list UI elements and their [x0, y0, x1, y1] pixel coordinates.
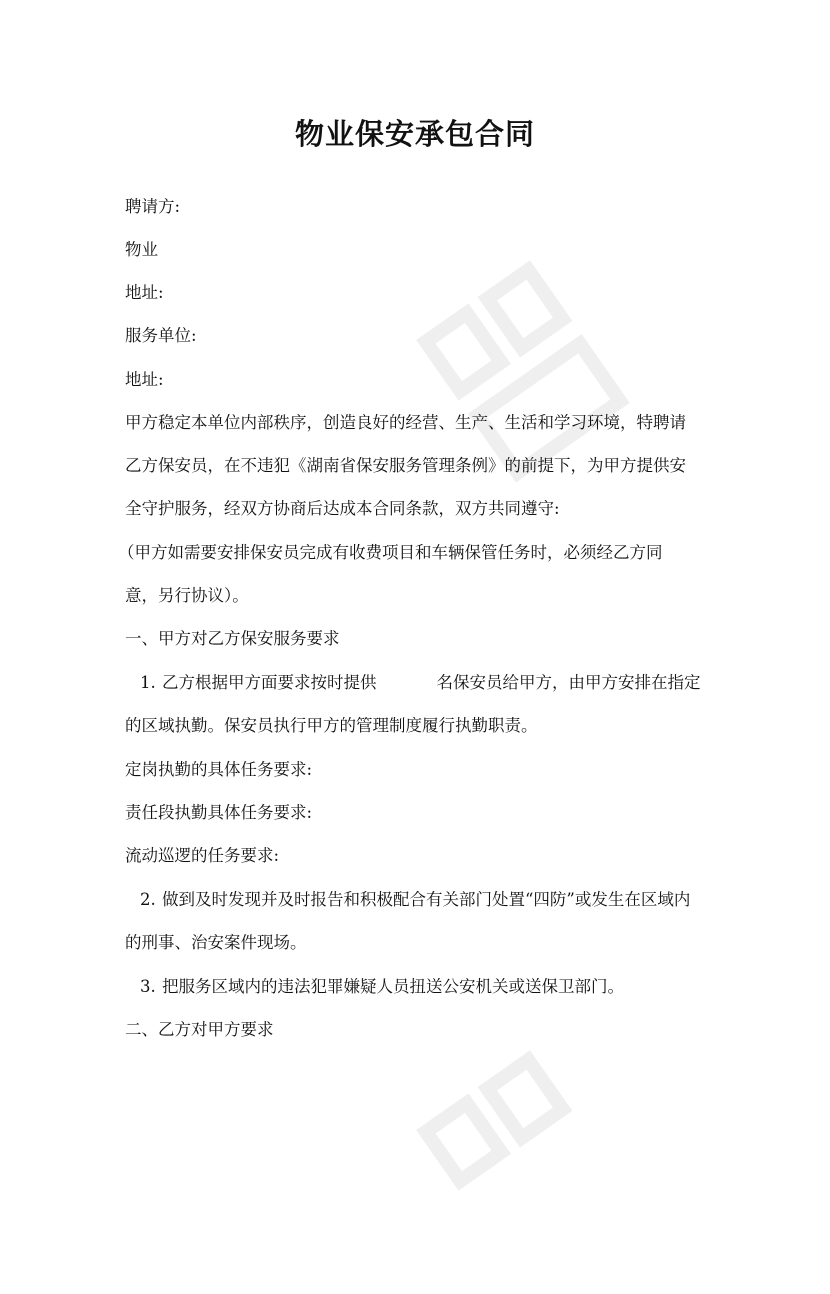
- patrol-duty: 流动巡逻的任务要求:: [125, 846, 280, 865]
- item1-number: 1.: [140, 673, 156, 692]
- section2-heading: 二、乙方对甲方要求: [125, 1020, 274, 1039]
- item1-continuation: 的区域执勤。保安员执行甲方的管理制度履行执勤职责。: [125, 716, 538, 735]
- item3-number: 3.: [140, 977, 156, 996]
- party-b-label: 服务单位:: [125, 326, 197, 345]
- item2-text: 做到及时发现并及时报告和积极配合有关部门处置“四防”或发生在区域内: [162, 890, 691, 909]
- item1-part2: 名保安员给甲方，由甲方安排在指定: [436, 673, 701, 692]
- note-line: 意，另行协议）。: [125, 586, 249, 605]
- item2-line: [140, 889, 730, 911]
- item2-continuation: 的刑事、治安案件现场。: [125, 933, 307, 952]
- document-title: 物业保安承包合同: [294, 117, 535, 151]
- item3-line: [140, 976, 730, 998]
- intro-line: 乙方保安员，在不违犯《湖南省保安服务管理条例》的前提下，为甲方提供安: [125, 456, 686, 475]
- party-a-name: 物业: [125, 240, 158, 259]
- post-duty: 定岗执勤的具体任务要求:: [125, 760, 313, 779]
- party-a-label: 聘请方:: [125, 197, 181, 216]
- intro-line: 甲方稳定本单位内部秩序，创造良好的经营、生产、生活和学习环境，特聘请: [125, 413, 686, 432]
- note-line: （甲方如需要安排保安员完成有收费项目和车辆保管任务时，必须经乙方同: [118, 543, 663, 562]
- section1-heading: 一、甲方对乙方保安服务要求: [125, 629, 340, 648]
- watermark-logo-bottom: [398, 1029, 652, 1290]
- item2-number: 2.: [140, 890, 156, 909]
- item1-line: [140, 672, 730, 694]
- intro-line: 全守护服务，经双方协商后达成本合同条款，双方共同遵守:: [125, 499, 560, 518]
- party-a-address: 地址:: [125, 283, 164, 302]
- item3-text: 把服务区域内的违法犯罪嫌疑人员扭送公安机关或送保卫部门。: [162, 977, 624, 996]
- party-b-address: 地址:: [125, 370, 164, 389]
- section-duty: 责任段执勤具体任务要求:: [125, 803, 313, 822]
- item1-part1: 乙方根据甲方面要求按时提供: [162, 673, 377, 692]
